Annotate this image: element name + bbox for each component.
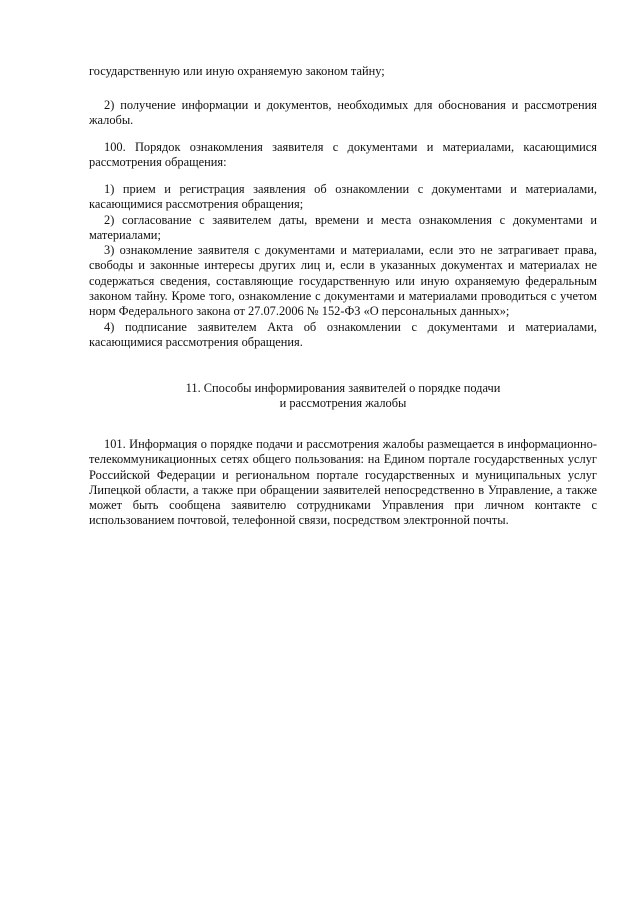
section-heading-line-2: и рассмотрения жалобы [279, 396, 407, 411]
list-item: 2) согласование с заявителем даты, времени и места ознакомления с документами и материалами; [89, 212, 597, 242]
paragraph-101: 101. Информация о порядке подачи и рассмотрения жалобы размещается в информационно-телекоммуникационных сетях общего пользования: на Едином портале государственных услуг Российской Федерации и региональном портале государственных и муниципальных услуг Липецкой области, а также при обращении заявителей непосредственно в Управление, а также может быть сообщена заявителю сотрудниками Управления при личном контакте с использованием почтовой, телефонной связи, посредством электронной почты. [89, 437, 597, 528]
section-heading-line-1: 11. Способы информирования заявителей о порядке подачи [185, 381, 501, 395]
paragraph-100: 100. Порядок ознакомления заявителя с документами и материалами, касающимися рассмотрения обращения: [89, 140, 597, 170]
list-item: 2) получение информации и документов, необходимых для обоснования и рассмотрения жалобы. [89, 98, 597, 128]
list-item: 4) подписание заявителем Акта об ознакомлении с документами и материалами, касающимися рассмотрения обращения. [89, 319, 597, 349]
list-item: 3) ознакомление заявителя с документами и материалами, если это не затрагивает права, свободы и законные интересы других лиц и, если в указанных документах и материалах не содержаться сведения, составляющие государственную или иную охраняемую федеральным законом тайну. Кроме того, ознакомление с документами и материалами проводиться с учетом норм Федерального закона от 27.07.2006 № 152-ФЗ «О персональных данных»; [89, 243, 597, 319]
list-item: 1) прием и регистрация заявления об ознакомлении с документами и материалами, касающимися рассмотрения обращения; [89, 182, 597, 212]
paragraph-100-block [89, 140, 597, 171]
paragraph-101-block [89, 437, 597, 529]
item-2-block [89, 98, 597, 129]
list-100 [89, 182, 597, 350]
section-heading [89, 381, 597, 412]
continuation-text: государственную или иную охраняемую законом тайну; [89, 64, 385, 78]
continuation-block [89, 64, 597, 79]
